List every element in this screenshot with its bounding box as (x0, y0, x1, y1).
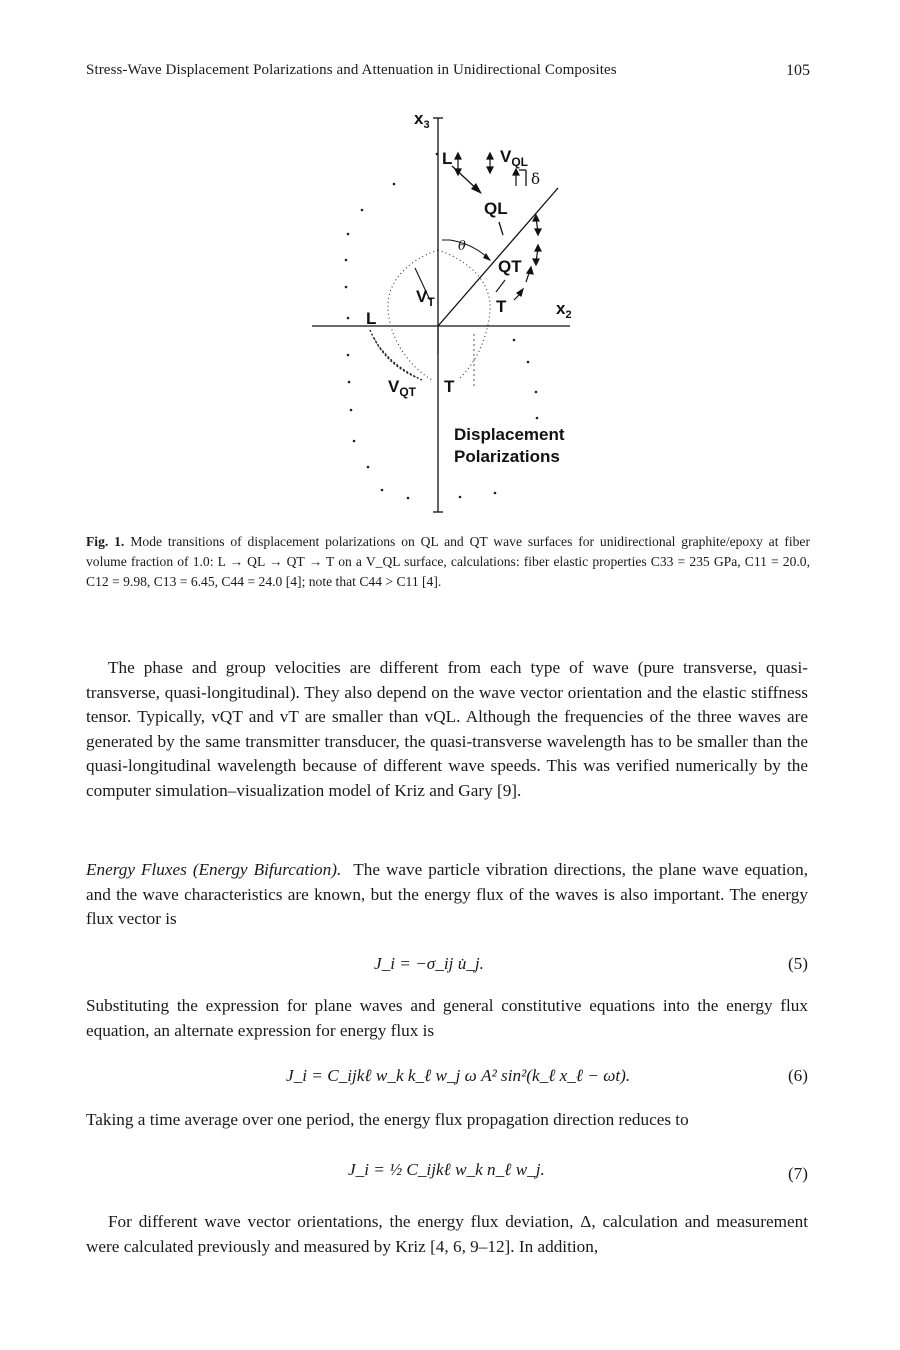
running-title: Stress-Wave Displacement Polarizations and Attenuation in Unidirectional Composites (86, 62, 617, 78)
axis-x2-label: $x_2$ (556, 299, 572, 321)
label-theta: θ (458, 239, 466, 254)
paragraph-5: For different wave vector orientations, the energy flux deviation, Δ, calculation and measurement were calculated previously and measured by Kriz [4, 6, 9–12]. In addition, (86, 1212, 808, 1256)
label-l-left: L (366, 309, 377, 328)
paragraph-2 (86, 858, 808, 932)
label-t-bottom: T (444, 377, 455, 396)
label-qt: QT (498, 257, 522, 276)
paragraph-3: Substituting the expression for plane waves and general constitutive equations into the energy flux equation, an alternate expression for energy flux is (86, 996, 808, 1040)
equation-7-number: (7) (787, 1164, 808, 1183)
label-displacement: Displacement (454, 425, 565, 444)
axis-x3-label: $x_3$ (414, 109, 430, 131)
caption-text: Mode transitions of displacement polarizations on QL and QT wave surfaces for unidirectional graphite/epoxy at fiber volume fraction of 1.0: L → QL → QT → T on a V_QL surface, calculations: fiber elastic properties C33 = 235 GPa, C11 = 20.0, C12 = 9.98, C13 = 6.45, C44 = 24.0 [4]; note that C44 > C11 [4]. (86, 534, 810, 589)
equation-7 (86, 1156, 808, 1198)
label-delta: δ (531, 170, 541, 188)
equation-6 (86, 1066, 808, 1094)
figure-caption (86, 532, 810, 592)
paragraph-4: Taking a time average over one period, the energy flux propagation direction reduces to (86, 1110, 689, 1129)
equation-7-expr: J_i = ½ C_ijkℓ w_k n_ℓ w_j. (348, 1160, 545, 1179)
paragraph-2-text: The wave particle vibration directions, the plane wave equation, and the wave characteristics are known, but the energy flux of the waves is also important. The energy flux vector is (86, 860, 808, 928)
equation-6-number: (6) (787, 1066, 808, 1085)
label-t-right: T (496, 297, 507, 316)
polarization-diagram (300, 100, 620, 520)
label-vql: $V_{QL}$ (500, 147, 529, 169)
equation-5-expr: J_i = −σ_ij u̇_j. (374, 954, 484, 973)
label-ql: QL (484, 199, 508, 218)
label-vt: $V_T$ (416, 287, 435, 309)
running-header (86, 62, 810, 86)
equation-5-number: (5) (787, 954, 808, 973)
label-polarizations: Polarizations (454, 447, 560, 466)
page-number: 105 (786, 62, 810, 79)
equation-6-expr: J_i = C_ijkℓ w_k k_ℓ w_j ω A² sin²(k_ℓ x_ℓ − ωt). (286, 1066, 631, 1085)
figure-1 (300, 100, 620, 520)
label-l-top: L (442, 149, 453, 168)
equation-5 (86, 954, 808, 982)
paragraph-1: The phase and group velocities are different from each type of wave (pure transverse, quasi-transverse, quasi-longitudinal). They also depend on the wave vector orientation and the elastic stiffness tensor. Typically, vQT and vT are smaller than vQL. Although the frequencies of the three waves are generated by the same transmitter transducer, the quasi-transverse wavelength has to be smaller than the quasi-longitudinal wavelength because of different wave speeds. This was verified numerically by the computer simulation–visualization model of Kriz and Gary [9]. (86, 658, 808, 800)
figure-label: Fig. 1. (86, 534, 125, 549)
section-heading: Energy Fluxes (Energy Bifurcation). (86, 860, 342, 879)
label-vqt: $V_{QT}$ (388, 377, 417, 399)
